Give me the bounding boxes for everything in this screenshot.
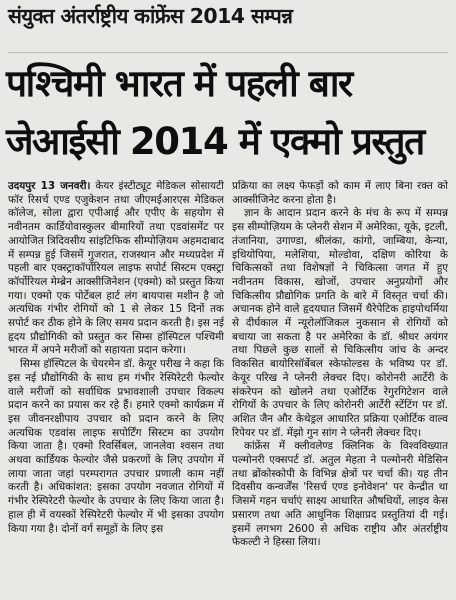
- paragraph: ज्ञान के आदान प्रदान करने के मंच के रूप में सम्पन्न इस सीम्पोज़ियम के प्लेनरी सेशन में अमेरिका, यूके, इटली, तंजानिया, उगाण्डा, श्रीलंका, कांगो, जाम्बिया, केन्या, इथियोपिया, मलेशिया, मोल्डोवा, दक्षिण कोरिया के चिकित्सकों तथा विशेषज्ञों ने चिकित्सा जगत में हुए नवीनतम विकास, खोजों, उपचार अनुप्रयोगों और चिकित्सीय प्रौद्योगिक प्रगति के बारे में विस्तृत चर्चा की। अचानक होने वाले हृदयघात जिसमें थैरेपेटिक हाइपोथर्मिया से दीर्घकाल में न्यूरोलॉजिकल नुकसान से रोगियों को बचाया जा सकता है पर अमेरिका के डॉ. श्रीधर अयंगर तथा पिछले कुछ सालों से चिकित्सीय जांच के अन्दर विकसित बायोरिसॉर्बेबल स्केफोल्डस के भविष्य पर डॉ. केयूर परिख ने प्लेनरी लेक्चर दिए। कोरोनरी आर्टेरी के संकरेपन को खोलने तथा एओर्टिक रेगुरगिटेशन वाले रोगियों के उपचार के लिए कोरोनरी आर्टेरी स्टेंटिंग पर डॉ. अशित जैन और केथेड्रल आधारित प्रक्रिया एओर्टिक वाल्व रिपेयर पर डॉ. मेंझो गुन सांग ने प्लेनरी लेक्चर दिए।: [232, 207, 448, 439]
- headline-line-2: जेआईसी 2014 में एक्मो प्रस्तुत: [6, 120, 424, 163]
- paragraph: सिम्स हॉस्पिटल के चेयरमेन डॉ. केयूर परीख ने कहा कि इस नई प्रौद्योगिकी के साथ हम गंभीर रेस्पिरेटरी फेल्योर वाले मरीजों को सर्वाधिक प्रभावशाली उपचार विकल्प प्रदान करने का प्रयास कर रहे हैं। हमारे एक्मो कार्यक्रम में इस जीवनरक्षीपाय उपचार को प्रदान करने के लिए अत्यधिक एडवांस लाइफ सपोर्टिंग सिस्टम का उपयोग किया जाता है। एक्मो रिवर्सिबल, जानलेवा श्वसन तथा अथवा कार्डियक फेल्योर जैसे प्रकरणों के लिए उपयोग में लाया जाता जहां परम्परागत उपचार प्रणाली काम नहीं करती है। अधिकांशत: इसका उपयोग नवजात रोगियों में गंभीर रेस्पिरेटरी फेल्योर के उपचार के लिए किया जाता है। हाल ही में वयस्कों रेस्पिरेटरी फेल्योर में भी इसका उपयोग किया गया है। दोनों वर्ग समूहों के लिए इस: [8, 358, 224, 535]
- paragraph: प्रक्रिया का लक्ष्य फेफड़ों को काम में लाए बिना रक्त को आक्सीजिनेट करना होता है।: [232, 180, 448, 206]
- article-body: [8, 180, 448, 600]
- article-kicker: संयुक्त अंतर्राष्ट्रीय कांफ्रेंस 2014 सम्पन्न: [8, 4, 293, 28]
- article-column-left: [8, 180, 224, 600]
- paragraph: कांफ्रेंस में क्लीवलेण्ड क्लिनिक के विश्वविख्यात पल्मोनरी एक्सपर्ट डॉ. अतुल मेहता ने पल्मोनरी मेडिसिन तथा ब्रोंकोस्कोपी के विभिन्न क्षेत्रों पर चर्चा की। यह तीन दिवसीय कन्वर्जेंस 'रिसर्च एण्ड इनोवेशन' पर केन्द्रीत था जिसमें गहन चर्चाएं साक्ष्य आधारित औषधियों, लाइव केस प्रसारण तथा अति आधुनिक शिक्षाप्रद प्रस्तुतियां दी गई। इसमें लगभग 2600 से अधिक राष्ट्रीय और अंतर्राष्ट्रीय फेकल्टी ने हिस्सा लिया।: [232, 440, 448, 549]
- paragraph: [8, 180, 224, 358]
- headline-line-1: पश्चिमी भारत में पहली बार: [6, 62, 352, 105]
- article-column-right: [232, 180, 448, 600]
- kicker-divider: [8, 52, 448, 53]
- paragraph-text: केयर इंस्टीट्यूट मेडिकल सोसायटी फॉर रिसर्च एण्ड एजुकेशन तथा जीएमईआरएस मेडिकल कॉलेज, सोला द्वारा एपीआई और एपीए के सहयोग से नवीनतम कार्डियोवास्कुलर बीमारियों तथा एडवांसमेंट पर आयोजित त्रिदिवसीय सांइटिफिक सीम्पोज़ियम अहमदाबाद में सम्पन्न हुई जिसमें गुजरात, राजस्थान और मध्यप्रदेश में पहली बार एक्स्ट्राकॉर्पोरियल लाइफ सपोर्ट सिस्टम एक्स्ट्रा कॉर्पोरियल मेम्ब्रेन आक्सीजिनेशन (एक्मो) को प्रस्तुत किया गया। एक्मो एक पोर्टेबल हार्ट लंग बायपास मशीन है जो अत्यधिक गंभीर रोगियों को 1 से लेकर 15 दिनों तक सपोर्ट कर ठीक होने के लिए समय प्रदान करती है। इस नई हृदय प्रौद्योगिकी को प्रस्तुत कर सिम्स हॉस्पिटल पश्चिमी भारत में अपने मरीजों को सहायता प्रदान करेगा।: [8, 180, 224, 357]
- dateline: उदयपुर 13 जनवरी।: [8, 180, 91, 192]
